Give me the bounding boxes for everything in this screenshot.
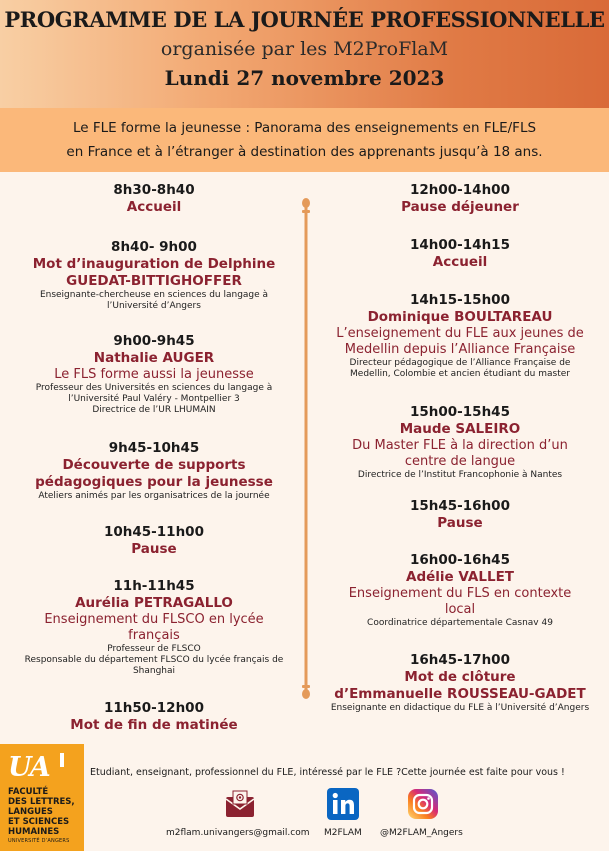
session-note: Ateliers animés par les organisatrices de la journée <box>38 491 270 501</box>
session-title: Pause <box>131 541 177 557</box>
speaker-affiliation: l’Université Paul Valéry - Montpellier 3 <box>68 394 240 404</box>
schedule-item <box>8 333 300 416</box>
timeline-divider <box>302 198 310 700</box>
envelope-icon[interactable] <box>224 788 256 820</box>
speaker-affiliation: Directrice de l’UR LHUMAIN <box>92 405 216 415</box>
time-slot: 16h45-17h00 <box>410 652 510 668</box>
talk-title: Le FLS forme aussi la jeunesse <box>54 367 254 382</box>
email-address[interactable]: m2flam.univangers@gmail.com <box>166 828 310 838</box>
schedule-item <box>8 239 300 312</box>
speaker-affiliation: Directrice de l’Institut Francophonie à Nantes <box>357 470 563 480</box>
talk-title: Enseignement du FLS en contexte <box>348 586 572 601</box>
talk-title: L’enseignement du FLE aux jeunes de <box>336 326 584 341</box>
speaker-name: Adélie VALLET <box>406 569 514 585</box>
faculty-name: FACULTÉ DES LETTRES, LANGUES ET SCIENCES HUMAINES <box>8 787 75 837</box>
speaker-affiliation: Enseignante-chercheuse en sciences du langage à <box>39 290 269 300</box>
speaker-affiliation: Directeur pédagogique de l’Alliance Française de <box>349 358 571 368</box>
schedule-item <box>312 182 608 216</box>
schedule-item <box>8 182 300 216</box>
talk-title: centre de langue <box>404 454 516 469</box>
time-slot: 12h00-14h00 <box>410 182 510 198</box>
session-title: pédagogiques pour la jeunesse <box>35 474 273 490</box>
footer <box>0 744 609 851</box>
speaker-name: Aurélia PETRAGALLO <box>75 595 233 611</box>
theme-line-2: en France et à l’étranger à destination des apprenants jusqu’à 18 ans. <box>66 144 543 160</box>
time-slot: 11h-11h45 <box>113 578 195 594</box>
session-title: Pause <box>437 515 483 531</box>
speaker-affiliation: Coordinatrice départementale Casnav 49 <box>367 618 553 628</box>
session-title: Pause déjeuner <box>401 199 519 215</box>
logo-accent <box>60 753 64 767</box>
linkedin-icon[interactable] <box>327 788 359 820</box>
time-slot: 14h15-15h00 <box>410 292 510 308</box>
speaker-name: Dominique BOULTAREAU <box>367 309 553 325</box>
schedule-item <box>312 292 608 380</box>
time-slot: 9h00-9h45 <box>113 333 195 349</box>
time-slot: 10h45-11h00 <box>104 524 204 540</box>
session-title: Accueil <box>432 254 488 270</box>
event-date: Lundi 27 novembre 2023 <box>164 66 445 90</box>
speaker-name: Nathalie AUGER <box>93 350 215 366</box>
talk-title: Medellin depuis l’Alliance Française <box>344 342 576 357</box>
speaker-affiliation: Shanghai <box>132 666 176 676</box>
university-name: UNIVERSITÉ D’ANGERS <box>8 838 70 844</box>
instagram-icon[interactable] <box>407 788 439 820</box>
time-slot: 8h30-8h40 <box>113 182 195 198</box>
session-title: Mot d’inauguration de Delphine <box>32 256 276 272</box>
speaker-affiliation: Professeur des Universités en sciences du langage à <box>35 383 273 393</box>
schedule-item <box>8 440 300 502</box>
university-logo <box>0 744 84 851</box>
schedule-item <box>312 404 608 481</box>
speaker-affiliation: Enseignante en didactique du FLE à l’Université d’Angers <box>330 703 590 713</box>
speaker-name: Maude SALEIRO <box>399 421 521 437</box>
session-title: Mot de fin de matinée <box>70 717 238 733</box>
schedule-item <box>8 700 300 734</box>
time-slot: 14h00-14h15 <box>410 237 510 253</box>
page-title: PROGRAMME DE LA JOURNÉE PROFESSIONNELLE <box>4 7 605 32</box>
time-slot: 15h00-15h45 <box>410 404 510 420</box>
schedule-item <box>312 552 608 629</box>
linkedin-handle[interactable]: M2FLAM <box>324 828 362 838</box>
schedule-item <box>8 578 300 677</box>
time-slot: 8h40- 9h00 <box>111 239 197 255</box>
time-slot: 16h00-16h45 <box>410 552 510 568</box>
talk-title: local <box>444 602 476 617</box>
header <box>0 0 609 108</box>
speaker-name: d’Emmanuelle ROUSSEAU-GADET <box>334 686 586 702</box>
schedule-item <box>8 524 300 558</box>
theme-band <box>0 108 609 172</box>
instagram-handle[interactable]: @M2FLAM_Angers <box>380 828 463 838</box>
speaker-affiliation: Responsable du département FLSCO du lycée français de <box>24 655 284 665</box>
session-title: Accueil <box>126 199 182 215</box>
talk-title: français <box>128 628 180 643</box>
time-slot: 11h50-12h00 <box>104 700 204 716</box>
session-title: Découverte de supports <box>62 457 246 473</box>
organizer-line: organisée par les M2ProFlaM <box>160 38 449 60</box>
time-slot: 9h45-10h45 <box>108 440 200 456</box>
call-to-action: Etudiant, enseignant, professionnel du FLE, intéressé par le FLE ?Cette journée est faite pour vous ! <box>90 767 565 778</box>
schedule-item <box>312 498 608 532</box>
schedule-item <box>312 237 608 271</box>
speaker-affiliation: Medellin, Colombie et ancien étudiant du master <box>350 369 570 379</box>
speaker-affiliation: l’Université d’Angers <box>107 301 201 311</box>
logo-mark: UA <box>8 752 50 783</box>
schedule-item <box>312 652 608 714</box>
theme-line-1: Le FLE forme la jeunesse : Panorama des enseignements en FLE/FLS <box>72 120 537 136</box>
talk-title: Du Master FLE à la direction d’un <box>352 438 568 453</box>
talk-title: Enseignement du FLSCO en lycée <box>44 612 264 627</box>
speaker-affiliation: Professeur de FLSCO <box>107 644 201 654</box>
speaker-name: GUEDAT-BITTIGHOFFER <box>66 273 242 289</box>
session-title: Mot de clôture <box>404 669 516 685</box>
time-slot: 15h45-16h00 <box>410 498 510 514</box>
